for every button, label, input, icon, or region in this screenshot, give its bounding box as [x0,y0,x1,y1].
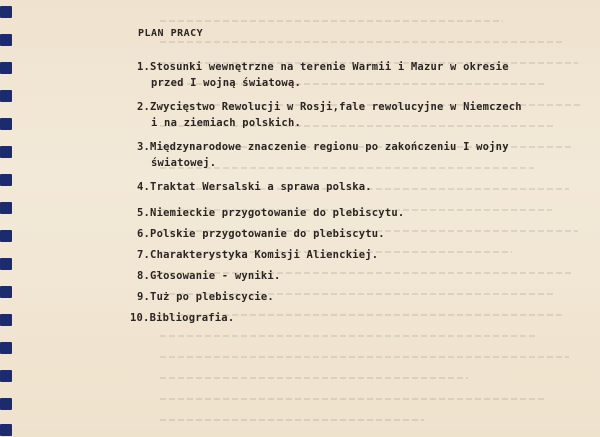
list-item-line: 3.Międzynarodowe znaczenie regionu po zakończeniu I wojny [137,141,509,153]
binding-hole [0,230,12,242]
binding-hole [0,202,12,214]
list-item [130,310,587,326]
list-item-line: 2.Zwycięstwo Rewolucji w Rosji,fale rewolucyjne w Niemczech [137,101,522,113]
list-item-line: 9.Tuż po plebiscycie. [137,291,274,303]
binding-hole [0,342,12,354]
binding-hole [0,424,12,436]
binding-hole [0,398,12,410]
binding-hole [0,146,12,158]
list-item [137,268,587,284]
binding-hole [0,34,12,46]
list-item-continuation: i na ziemiach polskich. [151,117,301,129]
list-item-continuation: światowej. [151,157,217,169]
binding-hole [0,286,12,298]
list-item-line: 5.Niemieckie przygotowanie do plebiscytu. [137,207,405,219]
binding-hole [0,6,12,18]
list-item [137,289,587,305]
binding-holes [0,0,14,437]
list-item-line: 10.Bibliografia. [130,312,235,324]
binding-hole [0,90,12,102]
list-item [137,59,587,91]
list-item-line: 6.Polskie przygotowanie do plebiscytu. [137,228,385,240]
binding-hole [0,118,12,130]
list-item-line: 8.Głosowanie - wyniki. [137,270,281,282]
list-item [137,247,587,263]
list-item-line: 4.Traktat Wersalski a sprawa polska. [137,181,372,193]
list-item [137,139,587,171]
typed-text [130,26,587,331]
binding-hole [0,314,12,326]
list-item-line: 7.Charakterystyka Komisji Alienckiej. [137,249,379,261]
binding-hole [0,370,12,382]
list-item [137,179,587,195]
binding-hole [0,62,12,74]
binding-hole [0,174,12,186]
list-item-line: 1.Stosunki wewnętrzne na terenie Warmii i Mazur w okresie [137,61,509,73]
list-item [137,205,587,221]
page-title: PLAN PRACY [138,28,204,39]
binding-hole [0,258,12,270]
list-item [137,226,587,242]
list-item [137,99,587,131]
list-item-continuation: przed I wojną światową. [151,77,301,89]
